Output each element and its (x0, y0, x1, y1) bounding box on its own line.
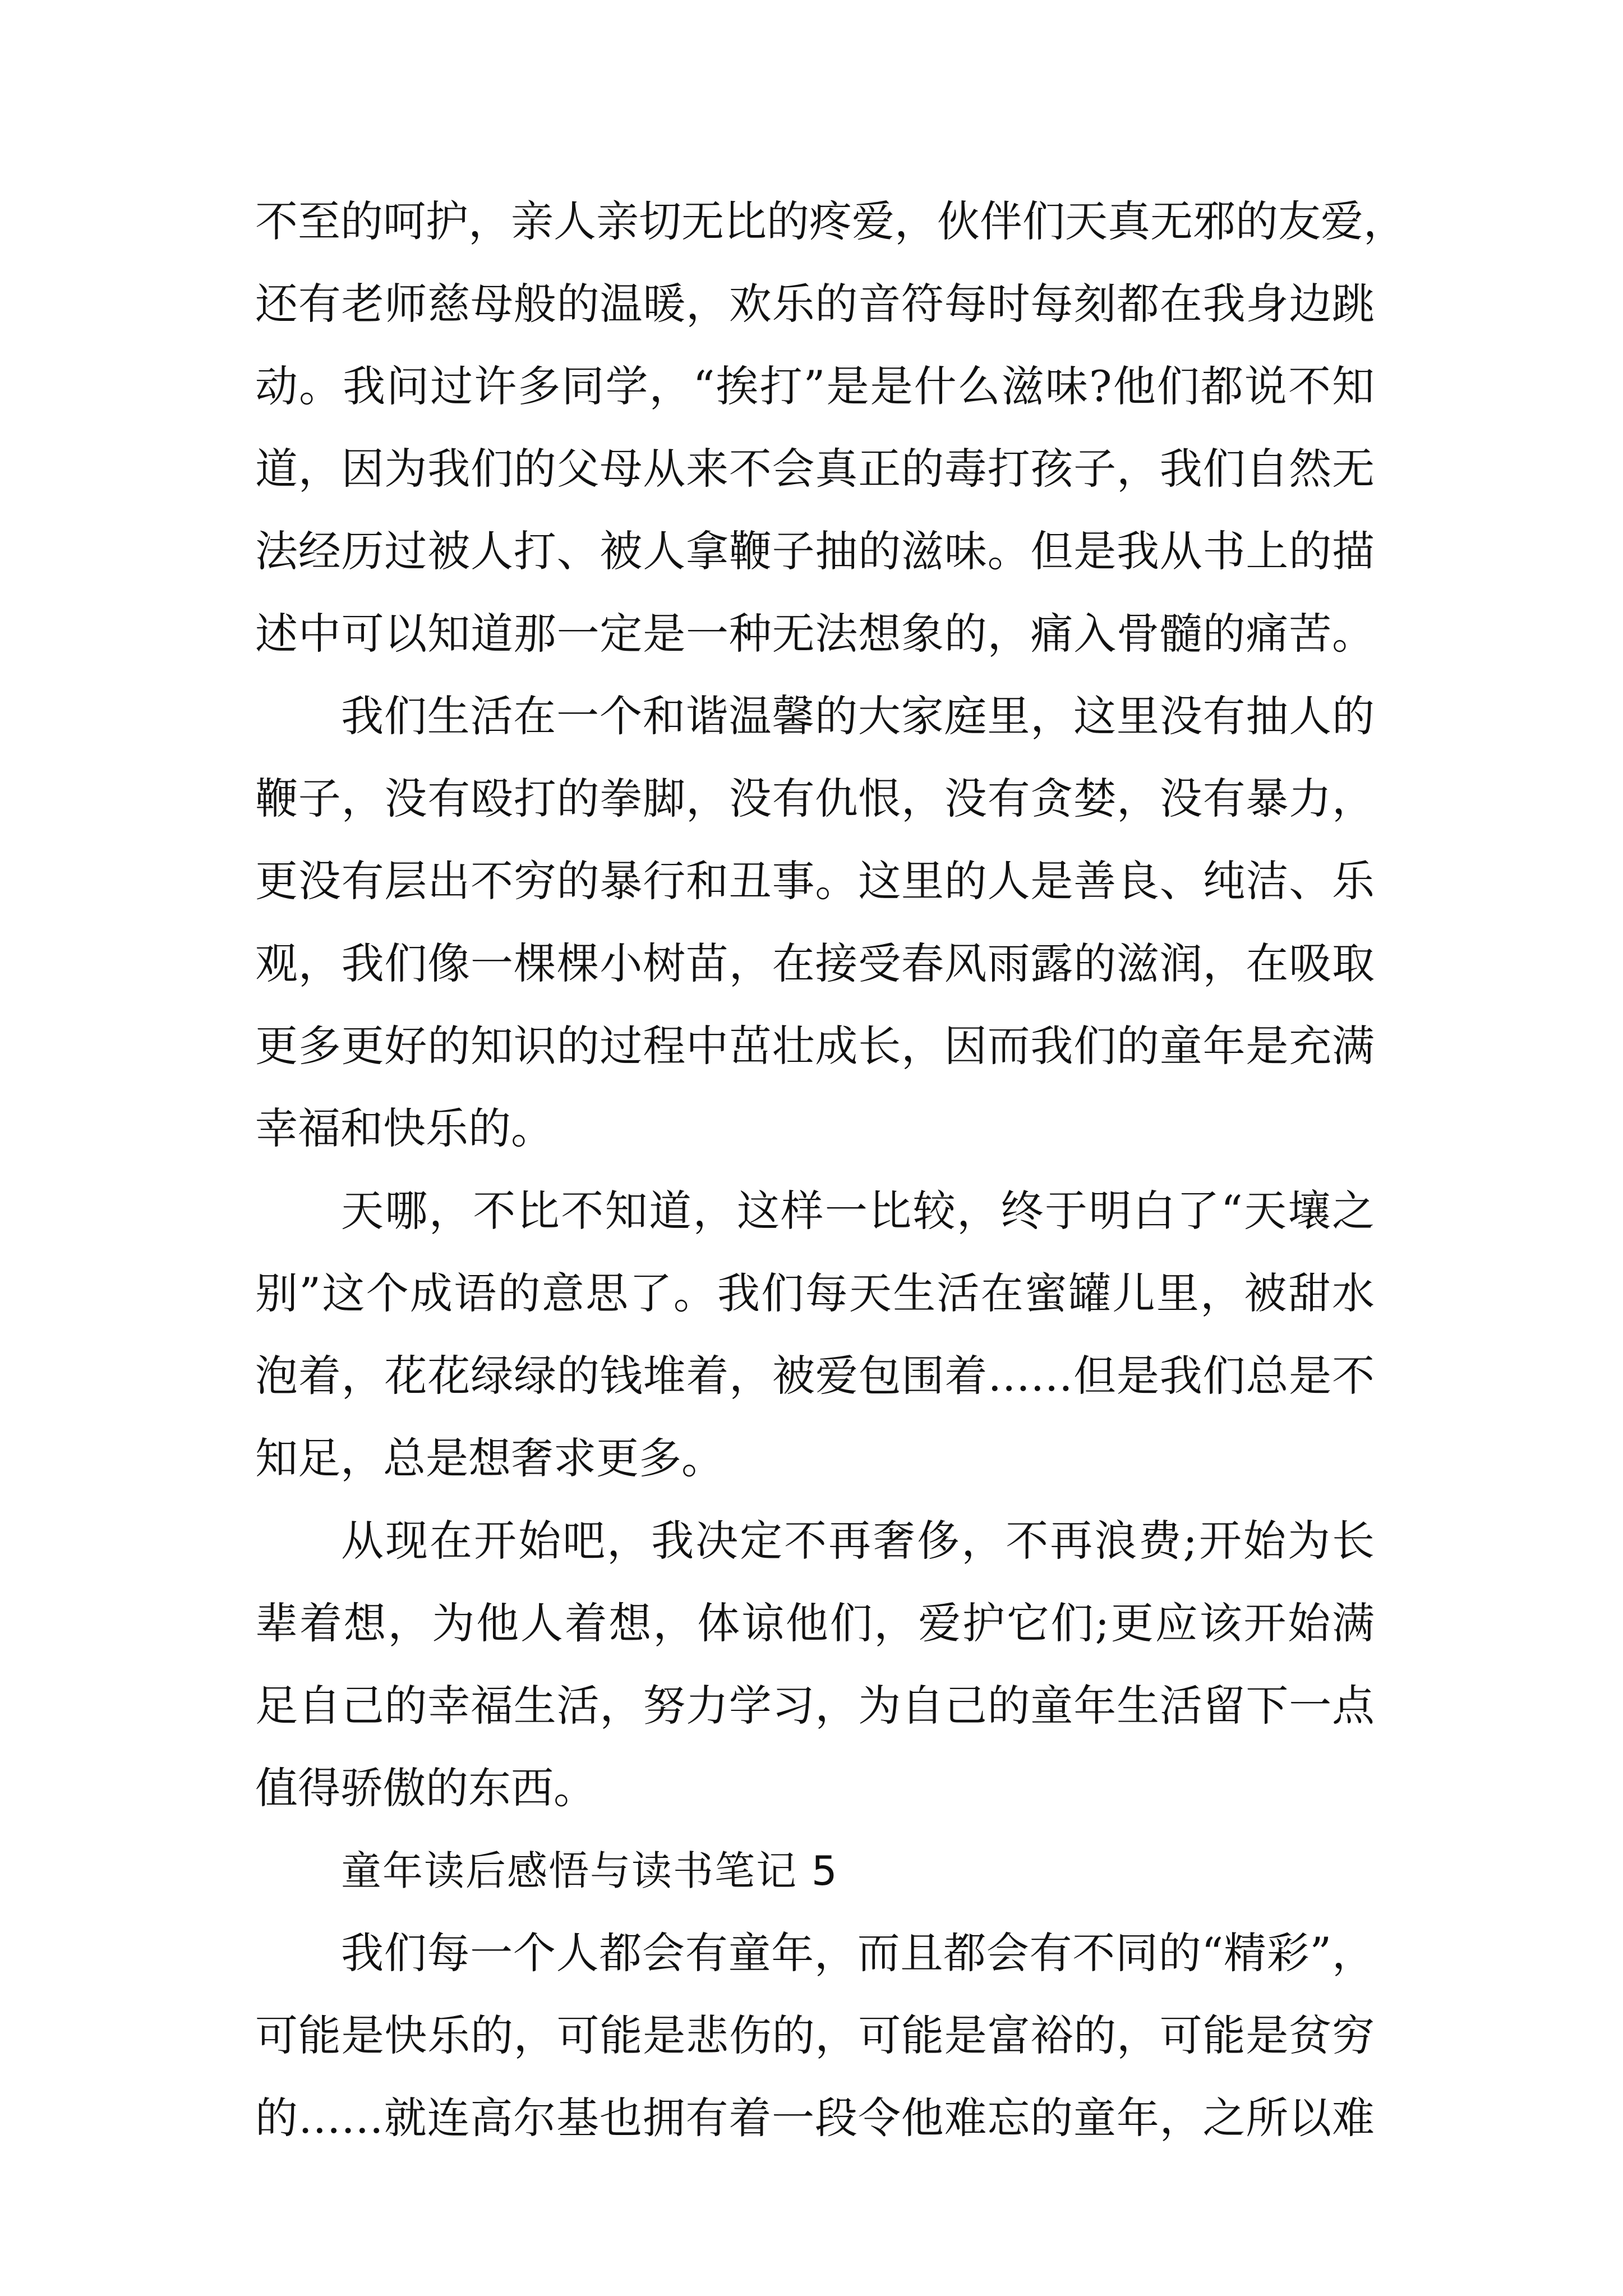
text-line: 不至的呵护，亲人亲切无比的疼爱，伙伴们天真无邪的友爱， (255, 196, 1406, 246)
text-line: 我们生活在一个和谐温馨的大家庭里，这里没有抽人的 (341, 691, 1375, 741)
text-line: 可能是快乐的，可能是悲伤的，可能是富裕的，可能是贫穷 (255, 2010, 1375, 2060)
text-line: 更多更好的知识的过程中茁壮成长，因而我们的童年是充满 (255, 1021, 1375, 1071)
text-line: 观，我们像一棵棵小树苗，在接受春风雨露的滋润，在吸取 (255, 938, 1375, 988)
text-line: 知足，总是想奢求更多。 (255, 1433, 724, 1483)
text-line: 还有老师慈母般的温暖，欢乐的音符每时每刻都在我身边跳 (255, 279, 1375, 329)
text-line: 鞭子，没有殴打的拳脚，没有仇恨，没有贪婪，没有暴力， (255, 774, 1375, 823)
text-line: 值得骄傲的东西。 (255, 1763, 596, 1813)
text-line: 别”这个成语的意思了。我们每天生活在蜜罐儿里，被甜水 (255, 1268, 1375, 1318)
text-line: 道，因为我们的父母从来不会真正的毒打孩子，我们自然无 (255, 444, 1375, 494)
section-heading: 童年读后感悟与读书笔记 5 (341, 1847, 838, 1894)
text-line: 泡着，花花绿绿的钱堆着，被爱包围着……但是我们总是不 (255, 1351, 1375, 1401)
text-line: 我们每一个人都会有童年，而且都会有不同的“精彩”， (341, 1928, 1375, 1978)
text-line: 幸福和快乐的。 (255, 1103, 554, 1153)
text-line: 更没有层出不穷的暴行和丑事。这里的人是善良、纯洁、乐 (255, 856, 1375, 906)
text-line: 动。我问过许多同学，“挨打”是是什么滋味?他们都说不知 (255, 361, 1375, 411)
text-line: 足自己的幸福生活，努力学习，为自己的童年生活留下一点 (255, 1681, 1375, 1731)
text-line: 天哪，不比不知道，这样一比较，终于明白了“天壤之 (341, 1186, 1375, 1236)
text-line: 辈着想，为他人着想，体谅他们，爱护它们;更应该开始满 (255, 1598, 1375, 1648)
text-line: 法经历过被人打、被人拿鞭子抽的滋味。但是我从书上的描 (255, 526, 1375, 576)
text-line: 从现在开始吧，我决定不再奢侈，不再浪费;开始为长 (341, 1516, 1375, 1566)
text-line: 述中可以知道那一定是一种无法想象的，痛入骨髓的痛苦。 (255, 609, 1375, 659)
text-line: 的……就连高尔基也拥有着一段令他难忘的童年，之所以难 (255, 2093, 1375, 2143)
